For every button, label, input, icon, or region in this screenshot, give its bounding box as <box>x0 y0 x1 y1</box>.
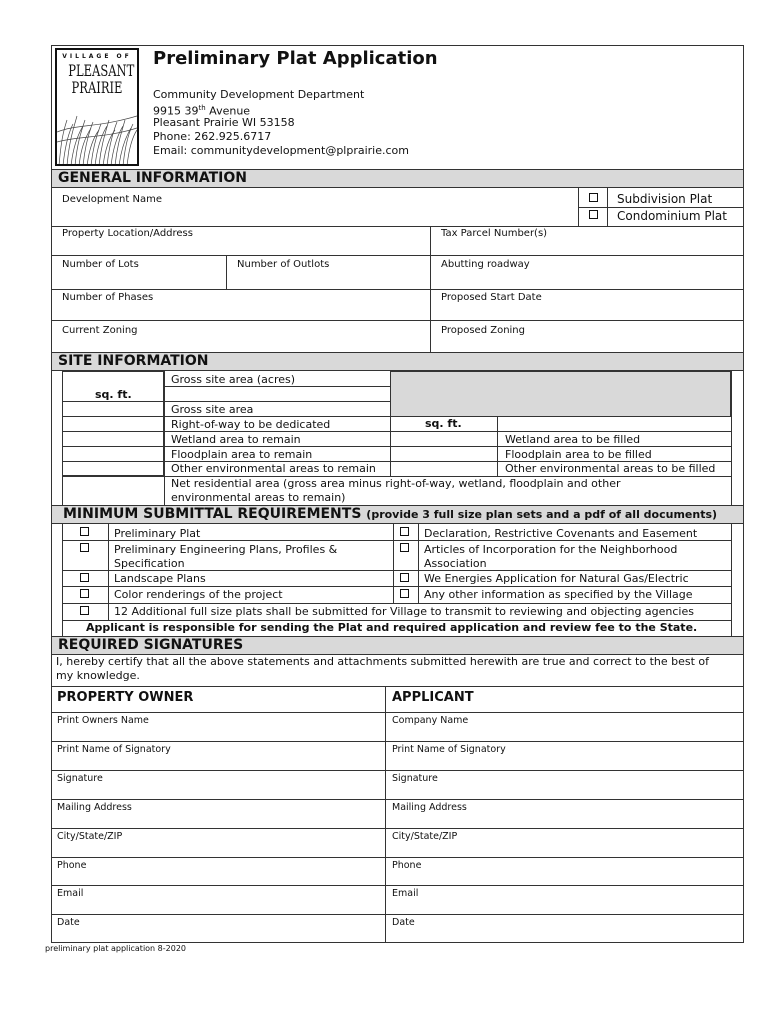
department-city: Pleasant Prairie WI 53158 <box>153 116 295 129</box>
logo-top-text: VILLAGE OF <box>62 53 132 60</box>
property-location-label: Property Location/Address <box>62 228 193 239</box>
department-phone: Phone: 262.925.6717 <box>153 130 272 143</box>
number-of-lots-label: Number of Lots <box>62 259 139 270</box>
department-address: 9915 39th Avenue <box>153 104 251 118</box>
applicant-field-2[interactable]: Print Name of Signatory <box>392 744 506 755</box>
applicant-field-3[interactable]: Signature <box>392 773 438 784</box>
proposed-start-date-label: Proposed Start Date <box>441 292 542 303</box>
logo-line2: PRAIRIE <box>71 78 123 97</box>
additional-plats-checkbox[interactable] <box>80 606 89 615</box>
owner-field-4[interactable]: Mailing Address <box>57 802 132 813</box>
applicant-field-6[interactable]: Phone <box>392 860 422 871</box>
tax-parcel-label: Tax Parcel Number(s) <box>441 228 548 239</box>
site-info-heading: SITE INFORMATION <box>52 352 743 371</box>
other-env-remain-label: Other environmental areas to remain <box>171 462 376 475</box>
landscape-plans-label: Landscape Plans <box>114 572 206 585</box>
we-energies-label: We Energies Application for Natural Gas/Electric <box>424 572 689 585</box>
net-residential-label-line2: environmental areas to remain) <box>171 491 346 504</box>
certify-statement-line2: my knowledge. <box>56 669 140 682</box>
articles-label-line1: Articles of Incorporation for the Neighborhood <box>424 543 678 556</box>
owner-field-8[interactable]: Date <box>57 917 80 928</box>
we-energies-checkbox[interactable] <box>400 573 409 582</box>
other-info-label: Any other information as specified by the Village <box>424 588 693 601</box>
development-name-label: Development Name <box>62 194 162 205</box>
owner-field-1[interactable]: Print Owners Name <box>57 715 149 726</box>
gross-site-area-acres-label: Gross site area (acres) <box>171 373 296 386</box>
sqft-header: sq. ft. <box>95 388 132 401</box>
village-logo <box>55 48 139 166</box>
condominium-plat-checkbox[interactable] <box>589 210 598 219</box>
preliminary-plat-label: Preliminary Plat <box>114 527 201 540</box>
owner-field-3[interactable]: Signature <box>57 773 103 784</box>
wetland-remain-label: Wetland area to remain <box>171 433 301 446</box>
other-info-checkbox[interactable] <box>400 589 409 598</box>
declaration-label: Declaration, Restrictive Covenants and Easement <box>424 527 698 540</box>
wetland-filled-label: Wetland area to be filled <box>505 433 641 446</box>
additional-plats-label: 12 Additional full size plats shall be submitted for Village to transmit to reviewing and objecting agencies <box>114 605 694 618</box>
subdivision-plat-checkbox[interactable] <box>589 193 598 202</box>
proposed-zoning-label: Proposed Zoning <box>441 325 525 336</box>
color-renderings-label: Color renderings of the project <box>114 588 283 601</box>
signatures-heading: REQUIRED SIGNATURES <box>52 636 743 655</box>
owner-field-2[interactable]: Print Name of Signatory <box>57 744 171 755</box>
general-info-heading: GENERAL INFORMATION <box>52 169 743 188</box>
articles-checkbox[interactable] <box>400 543 409 552</box>
footer-form-id: preliminary plat application 8-2020 <box>45 944 187 953</box>
department-email: Email: communitydevelopment@plprairie.com <box>153 144 409 157</box>
preliminary-plat-checkbox[interactable] <box>80 527 89 536</box>
sqft-header-right: sq. ft. <box>425 417 462 430</box>
color-renderings-checkbox[interactable] <box>80 589 89 598</box>
gross-site-area-label: Gross site area <box>171 403 254 416</box>
prairie-grass-icon <box>57 102 137 166</box>
number-of-outlots-label: Number of Outlots <box>237 259 330 270</box>
applicant-field-4[interactable]: Mailing Address <box>392 802 467 813</box>
preliminary-engineering-label-line1: Preliminary Engineering Plans, Profiles & <box>114 543 338 556</box>
applicant-field-1[interactable]: Company Name <box>392 715 469 726</box>
applicant-field-8[interactable]: Date <box>392 917 415 928</box>
articles-label-line2: Association <box>424 557 487 570</box>
applicant-responsible-note: Applicant is responsible for sending the Plat and required application and review fee to the State. <box>86 621 698 634</box>
net-residential-label-line1: Net residential area (gross area minus right-of-way, wetland, floodplain and other <box>171 477 621 490</box>
other-env-filled-label: Other environmental areas to be filled <box>505 462 716 475</box>
declaration-checkbox[interactable] <box>400 527 409 536</box>
abutting-roadway-label: Abutting roadway <box>441 259 530 270</box>
current-zoning-label: Current Zoning <box>62 325 138 336</box>
subdivision-plat-label: Subdivision Plat <box>617 192 713 206</box>
owner-field-6[interactable]: Phone <box>57 860 87 871</box>
owner-field-7[interactable]: Email <box>57 888 84 899</box>
page-title: Preliminary Plat Application <box>153 48 438 69</box>
floodplain-remain-label: Floodplain area to remain <box>171 448 313 461</box>
owner-field-5[interactable]: City/State/ZIP <box>57 831 123 842</box>
preliminary-engineering-label-line2: Specification <box>114 557 185 570</box>
logo-line1: PLEASANT <box>68 61 135 80</box>
right-of-way-label: Right-of-way to be dedicated <box>171 418 331 431</box>
applicant-field-7[interactable]: Email <box>392 888 419 899</box>
department-name: Community Development Department <box>153 88 365 101</box>
preliminary-engineering-checkbox[interactable] <box>80 543 89 552</box>
submittal-heading: MINIMUM SUBMITTAL REQUIREMENTS (provide 3 full size plan sets and a pdf of all documents) <box>52 505 743 524</box>
landscape-plans-checkbox[interactable] <box>80 573 89 582</box>
certify-statement-line1: I, hereby certify that all the above statements and attachments submitted herewith are true and correct to the best of <box>56 655 710 668</box>
number-of-phases-label: Number of Phases <box>62 292 154 303</box>
floodplain-filled-label: Floodplain area to be filled <box>505 448 652 461</box>
applicant-field-5[interactable]: City/State/ZIP <box>392 831 458 842</box>
applicant-heading: APPLICANT <box>392 690 474 705</box>
property-owner-heading: PROPERTY OWNER <box>57 690 194 705</box>
condominium-plat-label: Condominium Plat <box>617 209 727 223</box>
